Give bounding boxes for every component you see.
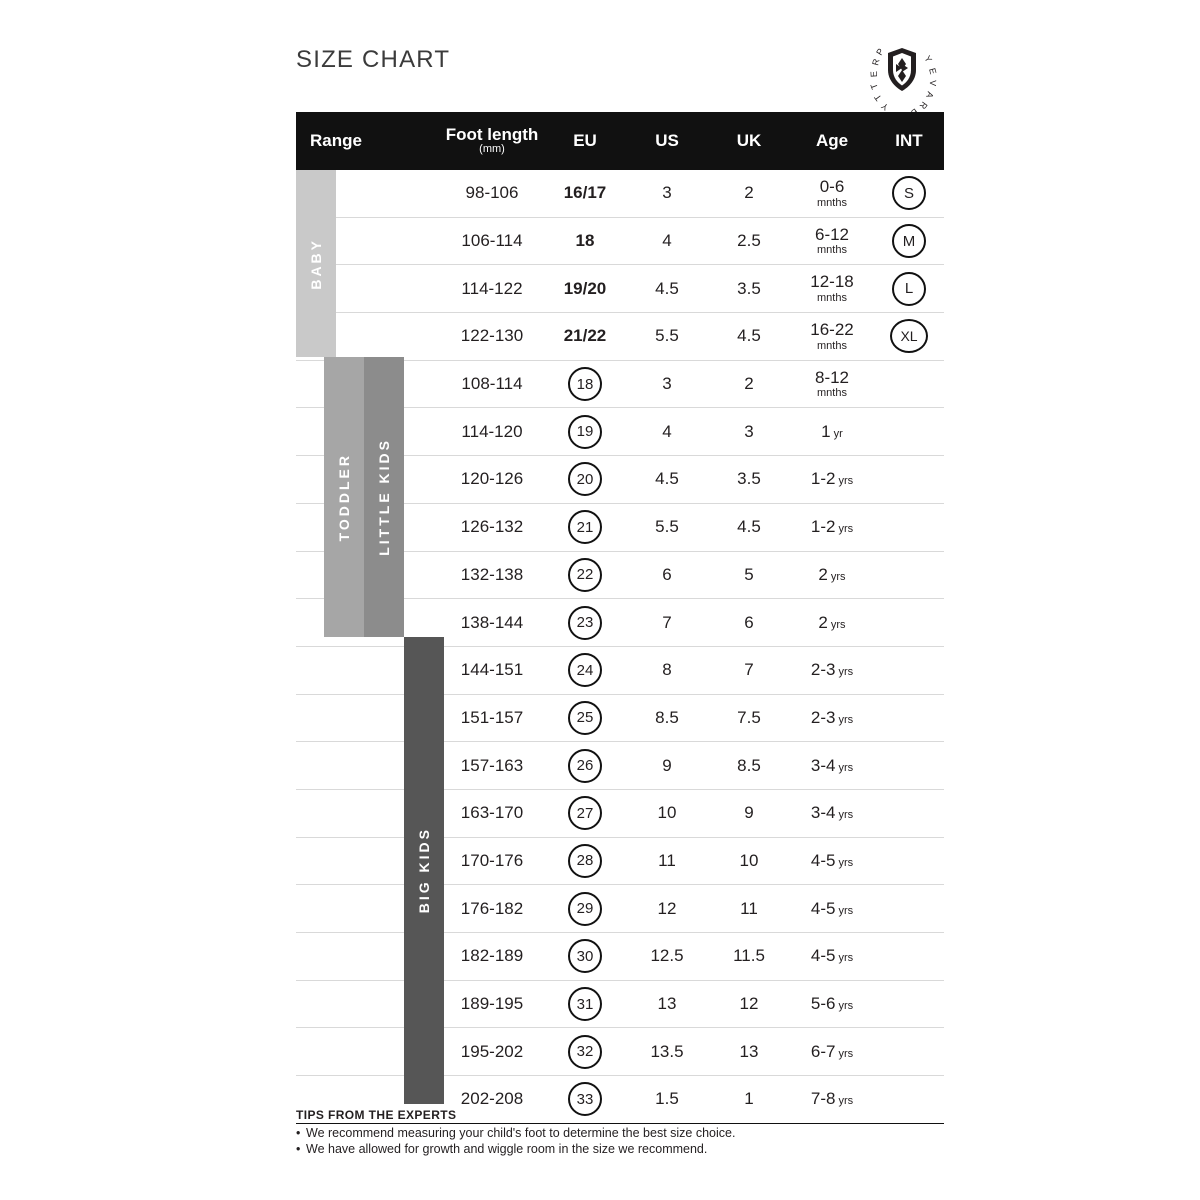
age-value: 1-2 yrs — [810, 469, 854, 489]
foot-length-value: 163-170 — [460, 803, 524, 823]
cell-int — [874, 552, 944, 599]
cell-int — [874, 647, 944, 694]
cell-foot-length — [440, 456, 544, 503]
cell-eu — [544, 647, 626, 694]
cell-us — [626, 456, 708, 503]
cell-age — [790, 742, 874, 789]
foot-length-value: 138-144 — [460, 612, 524, 632]
cell-uk — [708, 933, 790, 980]
tip-item: • We have allowed for growth and wiggle room in the size we recommend. — [296, 1142, 708, 1156]
cell-us — [626, 1028, 708, 1075]
us-size-value: 4 — [662, 231, 672, 251]
eu-size-value: 19/20 — [563, 278, 607, 298]
us-size-value: 9 — [662, 755, 672, 775]
cell-us — [626, 265, 708, 312]
cell-eu — [544, 504, 626, 551]
cell-age — [790, 790, 874, 837]
cell-eu — [544, 742, 626, 789]
cell-int — [874, 933, 944, 980]
cell-age — [790, 504, 874, 551]
cell-foot-length — [440, 838, 544, 885]
cell-age — [790, 456, 874, 503]
cell-age — [790, 599, 874, 646]
cell-age — [790, 933, 874, 980]
eu-size-circle: 23 — [568, 606, 602, 640]
foot-length-value: 132-138 — [460, 564, 524, 584]
cell-int — [874, 838, 944, 885]
age-value: 4-5 yrs — [810, 898, 854, 918]
range-bar-little-kids-label: LITTLE KIDS — [376, 438, 392, 556]
cell-uk — [708, 456, 790, 503]
cell-foot-length — [440, 885, 544, 932]
svg-text:E: E — [868, 70, 879, 78]
cell-int — [874, 265, 944, 312]
age-value: 5-6 yrs — [810, 994, 854, 1014]
cell-age — [790, 170, 874, 217]
foot-length-value: 114-122 — [461, 278, 523, 298]
svg-text:A: A — [924, 90, 936, 100]
table-row — [296, 647, 944, 695]
age-value: 2 yrs — [818, 564, 846, 584]
eu-size-circle: 19 — [568, 415, 602, 449]
cell-eu — [544, 695, 626, 742]
cell-eu — [544, 170, 626, 217]
age-value: 6-12 mnths — [814, 224, 850, 257]
uk-size-value: 13 — [739, 1041, 759, 1061]
table-row — [296, 218, 944, 266]
cell-age — [790, 313, 874, 360]
cell-int — [874, 218, 944, 265]
table-row — [296, 838, 944, 886]
foot-length-value: 202-208 — [460, 1089, 524, 1109]
cell-eu — [544, 885, 626, 932]
header-foot-length-label: Foot length — [445, 125, 539, 145]
cell-uk — [708, 790, 790, 837]
tips-heading: TIPS FROM THE EXPERTS — [296, 1108, 457, 1122]
foot-length-value: 157-163 — [460, 755, 524, 775]
cell-uk — [708, 981, 790, 1028]
cell-foot-length — [440, 218, 544, 265]
cell-eu — [544, 218, 626, 265]
svg-text:V: V — [927, 79, 938, 87]
cell-int — [874, 1028, 944, 1075]
int-size-circle: L — [892, 272, 926, 306]
cell-age — [790, 647, 874, 694]
header-uk: UK — [736, 131, 762, 150]
table-row — [296, 695, 944, 743]
eu-size-circle: 20 — [568, 462, 602, 496]
eu-size-circle: 32 — [568, 1035, 602, 1069]
int-size-circle: M — [892, 224, 926, 258]
cell-foot-length — [440, 552, 544, 599]
brand-logo — [852, 20, 952, 120]
cell-us — [626, 361, 708, 408]
age-value: 0-6 mnths — [817, 176, 847, 209]
cell-uk — [708, 218, 790, 265]
range-bar-little-kids — [364, 357, 404, 637]
cell-us — [626, 313, 708, 360]
cell-us — [626, 885, 708, 932]
table-row — [296, 742, 944, 790]
age-value: 16-22 mnths — [810, 320, 854, 352]
cell-age — [790, 695, 874, 742]
uk-size-value: 5 — [744, 564, 754, 584]
us-size-value: 13.5 — [650, 1041, 684, 1061]
cell-int — [874, 599, 944, 646]
foot-length-value: 144-151 — [460, 660, 524, 680]
eu-size-circle: 24 — [568, 653, 602, 687]
header-us: US — [655, 131, 679, 150]
eu-size-circle: 21 — [568, 510, 602, 544]
foot-length-value: 108-114 — [461, 374, 523, 394]
range-bar-toddler-label: TODDLER — [336, 452, 352, 542]
eu-size-value: 21/22 — [563, 326, 607, 346]
tip-text: We recommend measuring your child's foot to determine the best size choice. — [306, 1126, 736, 1140]
eu-size-circle: 31 — [568, 987, 602, 1021]
cell-foot-length — [440, 695, 544, 742]
us-size-value: 3 — [662, 374, 672, 394]
table-row — [296, 170, 944, 218]
us-size-value: 12.5 — [650, 946, 684, 966]
age-value: 2-3 yrs — [810, 707, 854, 727]
cell-foot-length — [440, 313, 544, 360]
foot-length-value: 114-120 — [461, 421, 523, 441]
svg-text:P: P — [874, 46, 886, 58]
foot-length-value: 182-189 — [460, 946, 524, 966]
eu-size-circle: 30 — [568, 939, 602, 973]
uk-size-value: 12 — [739, 994, 759, 1014]
cell-age — [790, 408, 874, 455]
cell-uk — [708, 552, 790, 599]
cell-foot-length — [440, 1028, 544, 1075]
svg-text:Y: Y — [879, 100, 891, 113]
cell-int — [874, 695, 944, 742]
table-header-row — [296, 112, 944, 170]
foot-length-value: 106-114 — [461, 231, 523, 251]
cell-int — [874, 456, 944, 503]
svg-text:Y: Y — [922, 53, 934, 65]
us-size-value: 8 — [662, 660, 672, 680]
us-size-value: 13 — [657, 994, 677, 1014]
uk-size-value: 6 — [744, 612, 754, 632]
foot-length-value: 98-106 — [465, 183, 519, 203]
range-bar-baby-label: BABY — [308, 237, 324, 290]
cell-foot-length — [440, 361, 544, 408]
cell-foot-length — [440, 647, 544, 694]
eu-size-circle: 28 — [568, 844, 602, 878]
table-row — [296, 313, 944, 361]
cell-age — [790, 265, 874, 312]
age-value: 12-18 mnths — [810, 272, 854, 305]
age-value: 4-5 yrs — [810, 850, 854, 870]
cell-age — [790, 981, 874, 1028]
cell-uk — [708, 170, 790, 217]
cell-uk — [708, 742, 790, 789]
cell-eu — [544, 552, 626, 599]
cell-uk — [708, 695, 790, 742]
range-bar-big-kids-label: BIG KIDS — [416, 827, 432, 914]
table-row — [296, 933, 944, 981]
cell-int — [874, 742, 944, 789]
us-size-value: 6 — [662, 564, 672, 584]
cell-eu — [544, 408, 626, 455]
uk-size-value: 1 — [744, 1089, 754, 1109]
eu-size-circle: 25 — [568, 701, 602, 735]
cell-age — [790, 361, 874, 408]
cell-int — [874, 313, 944, 360]
cell-int — [874, 885, 944, 932]
header-foot-length-unit: (mm) — [479, 143, 505, 156]
cell-eu — [544, 790, 626, 837]
cell-int — [874, 170, 944, 217]
cell-us — [626, 647, 708, 694]
us-size-value: 8.5 — [655, 707, 679, 727]
eu-size-circle: 27 — [568, 796, 602, 830]
age-value: 7-8 yrs — [810, 1089, 854, 1109]
eu-size-circle: 26 — [568, 749, 602, 783]
cell-uk — [708, 599, 790, 646]
uk-size-value: 7 — [744, 660, 754, 680]
eu-size-circle: 18 — [568, 367, 602, 401]
cell-uk — [708, 1028, 790, 1075]
us-size-value: 4.5 — [655, 278, 679, 298]
cell-foot-length — [440, 265, 544, 312]
header-foot-length — [440, 112, 544, 170]
tips-section — [296, 1108, 996, 1158]
cell-eu — [544, 838, 626, 885]
age-value: 1 yr — [821, 421, 843, 441]
age-value: 6-7 yrs — [810, 1041, 854, 1061]
cell-us — [626, 933, 708, 980]
age-value: 2 yrs — [818, 612, 846, 632]
cell-eu — [544, 933, 626, 980]
cell-int — [874, 504, 944, 551]
eu-size-value: 16/17 — [563, 183, 607, 203]
cell-us — [626, 218, 708, 265]
cell-foot-length — [440, 981, 544, 1028]
us-size-value: 10 — [657, 803, 677, 823]
uk-size-value: 9 — [744, 803, 754, 823]
cell-uk — [708, 838, 790, 885]
foot-length-value: 195-202 — [460, 1041, 524, 1061]
table-row — [296, 265, 944, 313]
uk-size-value: 7.5 — [737, 707, 761, 727]
page-title: SIZE CHART — [296, 46, 451, 73]
us-size-value: 12 — [657, 898, 677, 918]
cell-uk — [708, 885, 790, 932]
cell-us — [626, 170, 708, 217]
int-size-circle: XL — [890, 319, 928, 353]
table-body — [296, 170, 944, 1124]
cell-age — [790, 218, 874, 265]
cell-uk — [708, 647, 790, 694]
cell-eu — [544, 456, 626, 503]
cell-us — [626, 552, 708, 599]
header-range: Range — [310, 131, 362, 150]
table-row — [296, 790, 944, 838]
cell-us — [626, 790, 708, 837]
us-size-value: 1.5 — [655, 1089, 679, 1109]
cell-eu — [544, 599, 626, 646]
cell-eu — [544, 1028, 626, 1075]
foot-length-value: 176-182 — [460, 898, 524, 918]
cell-uk — [708, 504, 790, 551]
cell-int — [874, 981, 944, 1028]
uk-size-value: 2.5 — [737, 231, 761, 251]
table-row — [296, 981, 944, 1029]
uk-size-value: 3.5 — [737, 469, 761, 489]
us-size-value: 5.5 — [655, 517, 679, 537]
us-size-value: 4.5 — [655, 469, 679, 489]
foot-length-value: 189-195 — [460, 994, 524, 1014]
cell-us — [626, 504, 708, 551]
uk-size-value: 11 — [740, 898, 758, 918]
header-int: INT — [895, 131, 923, 150]
uk-size-value: 4.5 — [737, 517, 761, 537]
cell-age — [790, 885, 874, 932]
uk-size-value: 2 — [744, 183, 754, 203]
int-size-circle: S — [892, 176, 926, 210]
age-value: 1-2 yrs — [810, 517, 854, 537]
cell-foot-length — [440, 790, 544, 837]
cell-eu — [544, 313, 626, 360]
table-row — [296, 885, 944, 933]
uk-size-value: 2 — [744, 374, 754, 394]
cell-uk — [708, 313, 790, 360]
cell-us — [626, 599, 708, 646]
cell-uk — [708, 361, 790, 408]
cell-foot-length — [440, 742, 544, 789]
eu-size-circle: 29 — [568, 892, 602, 926]
eu-size-circle: 33 — [568, 1082, 602, 1116]
cell-int — [874, 790, 944, 837]
cell-uk — [708, 408, 790, 455]
cell-foot-length — [440, 933, 544, 980]
age-value: 4-5 yrs — [810, 946, 854, 966]
cell-us — [626, 408, 708, 455]
uk-size-value: 8.5 — [737, 755, 761, 775]
range-bar-toddler — [324, 357, 364, 637]
tip-item: • We recommend measuring your child's foot to determine the best size choice. — [296, 1126, 736, 1140]
size-chart-table — [296, 112, 944, 1124]
us-size-value: 11 — [658, 850, 676, 870]
eu-size-circle: 22 — [568, 558, 602, 592]
cell-foot-length — [440, 170, 544, 217]
uk-size-value: 3.5 — [737, 278, 761, 298]
cell-age — [790, 1028, 874, 1075]
svg-text:R: R — [917, 99, 930, 111]
svg-text:T: T — [868, 82, 880, 91]
cell-age — [790, 552, 874, 599]
uk-size-value: 4.5 — [737, 326, 761, 346]
header-age: Age — [815, 131, 849, 150]
us-size-value: 5.5 — [655, 326, 679, 346]
cell-foot-length — [440, 599, 544, 646]
cell-us — [626, 838, 708, 885]
table-row — [296, 1028, 944, 1076]
uk-size-value: 11.5 — [733, 946, 765, 966]
cell-foot-length — [440, 408, 544, 455]
svg-text:T: T — [872, 92, 884, 103]
age-value: 2-3 yrs — [810, 660, 854, 680]
header-eu: EU — [573, 131, 597, 150]
cell-int — [874, 361, 944, 408]
range-bar-big-kids — [404, 637, 444, 1104]
cell-us — [626, 981, 708, 1028]
cell-uk — [708, 265, 790, 312]
cell-eu — [544, 265, 626, 312]
cell-eu — [544, 361, 626, 408]
tip-text: We have allowed for growth and wiggle room in the size we recommend. — [306, 1142, 708, 1156]
cell-us — [626, 742, 708, 789]
eu-size-value: 18 — [575, 231, 595, 251]
cell-foot-length — [440, 504, 544, 551]
foot-length-value: 122-130 — [460, 326, 524, 346]
foot-length-value: 170-176 — [460, 850, 524, 870]
foot-length-value: 151-157 — [460, 707, 524, 727]
cell-us — [626, 695, 708, 742]
us-size-value: 4 — [662, 421, 672, 441]
svg-text:R: R — [870, 57, 882, 67]
us-size-value: 3 — [662, 183, 672, 203]
foot-length-value: 126-132 — [460, 517, 524, 537]
cell-age — [790, 838, 874, 885]
uk-size-value: 3 — [744, 421, 754, 441]
age-value: 3-4 yrs — [810, 755, 854, 775]
us-size-value: 7 — [662, 612, 672, 632]
uk-size-value: 10 — [739, 850, 759, 870]
svg-text:E: E — [927, 66, 939, 76]
cell-int — [874, 408, 944, 455]
age-value: 3-4 yrs — [810, 803, 854, 823]
cell-eu — [544, 981, 626, 1028]
age-value: 8-12 mnths — [814, 367, 850, 400]
range-bar-baby — [296, 170, 336, 357]
foot-length-value: 120-126 — [460, 469, 524, 489]
